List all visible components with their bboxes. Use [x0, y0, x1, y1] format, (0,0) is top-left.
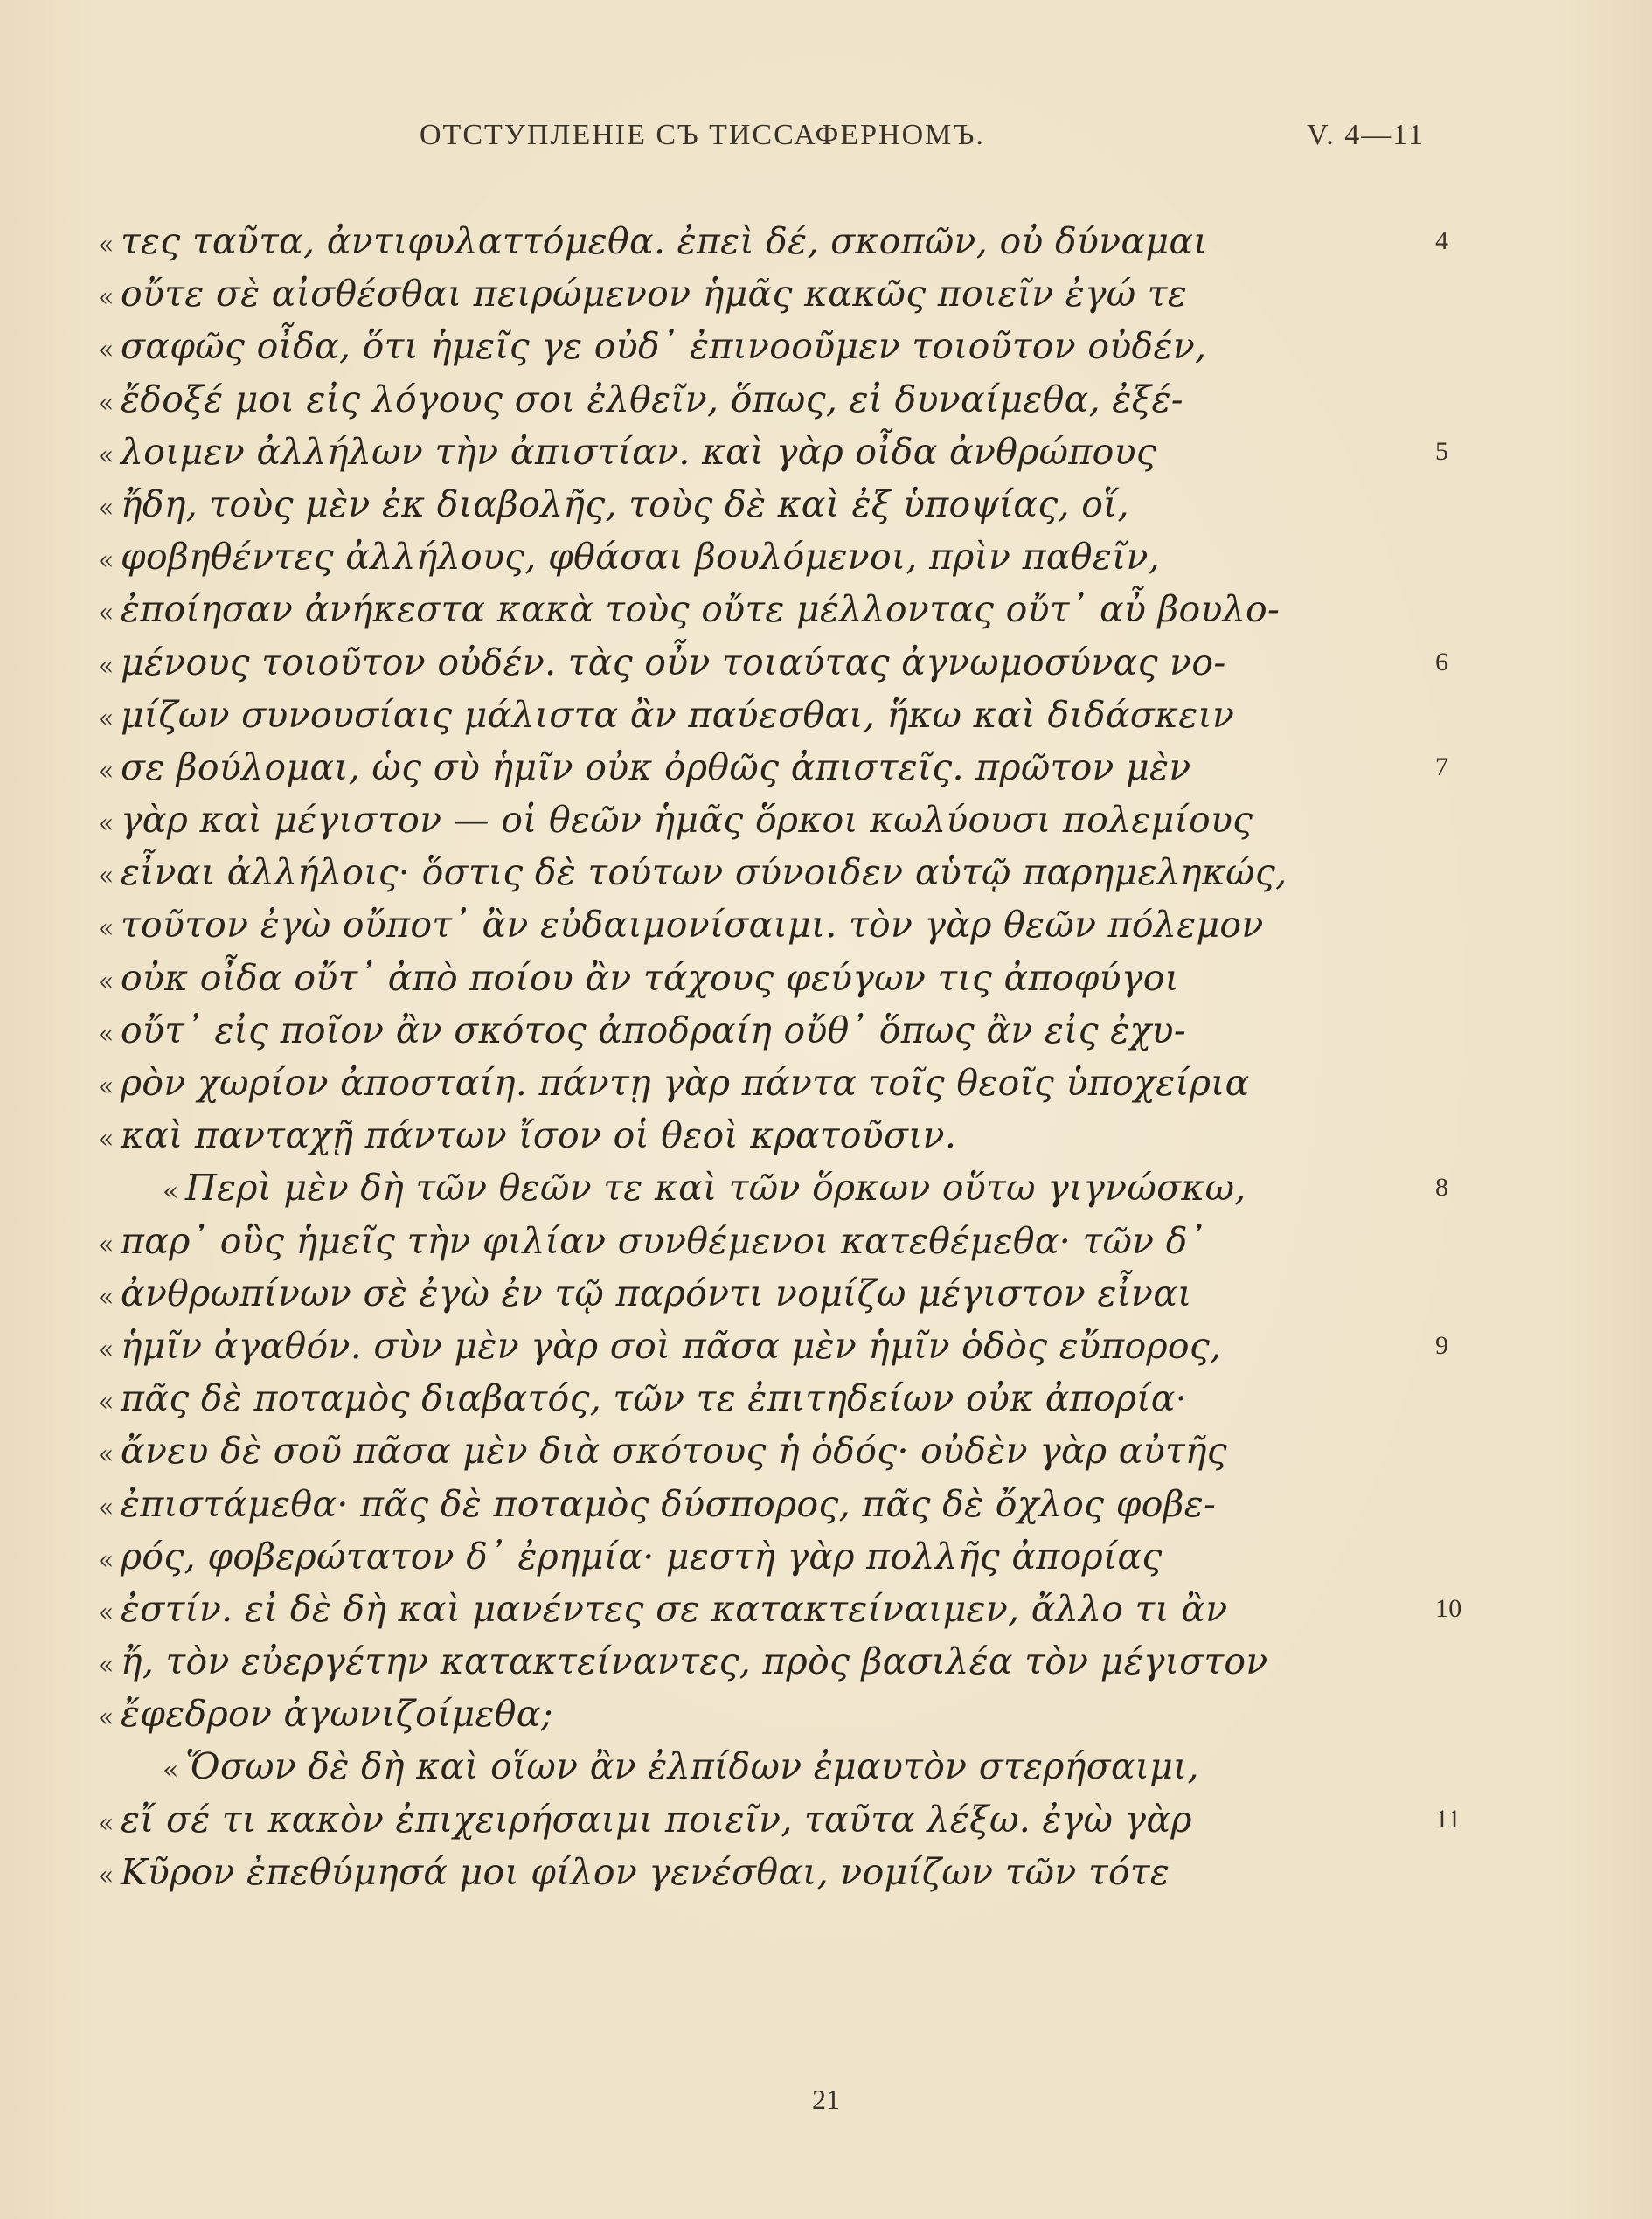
quotation-mark: «: [98, 1650, 115, 1682]
section-number: 6: [1435, 647, 1449, 676]
line-text: ἔφεδρον ἀγωνιζοίμεθα;: [121, 1693, 553, 1736]
text-line: [98, 741, 1461, 794]
quotation-mark: «: [98, 387, 115, 419]
text-line: [98, 215, 1461, 267]
text-line: [98, 1057, 1461, 1109]
text-line: [98, 320, 1461, 372]
section-number: 9: [1435, 1330, 1449, 1360]
text-line: [98, 794, 1461, 846]
quotation-mark: «: [98, 966, 115, 997]
text-line: [98, 1793, 1461, 1846]
section-number: 5: [1435, 436, 1449, 466]
text-line: [98, 1478, 1461, 1530]
text-line: [98, 952, 1461, 1004]
quotation-mark: «: [98, 1124, 115, 1155]
quotation-mark: «: [98, 545, 115, 577]
line-text: πᾶς δὲ ποταμὸς διαβατός, τῶν τε ἐπιτηδείων οὐκ ἀπορία·: [121, 1377, 1188, 1420]
section-number: 10: [1435, 1593, 1462, 1623]
line-text: ἐστίν. εἰ δὲ δὴ καὶ μανέντες σε κατακτείναιμεν, ἄλλο τι ἂν: [121, 1587, 1228, 1630]
quotation-mark: «: [98, 913, 115, 945]
text-line: [98, 530, 1461, 583]
text-line: [98, 898, 1461, 951]
line-text: ἤ, τὸν εὐεργέτην κατακτείναντες, πρὸς βασιλέα τὸν μέγιστον: [121, 1640, 1268, 1683]
text-line: [98, 478, 1461, 530]
quotation-mark: «: [98, 598, 115, 629]
text-line: [98, 1740, 1461, 1793]
line-text: ἀνθρωπίνων σὲ ἐγὼ ἐν τῷ παρόντι νομίζω μέγιστον εἶναι: [121, 1272, 1192, 1314]
running-header: [420, 119, 1425, 161]
text-line: [98, 373, 1461, 426]
line-text: ρὸν χωρίον ἀποσταίη. πάντῃ γὰρ πάντα τοῖς θεοῖς ὑποχείρια: [121, 1062, 1250, 1104]
quotation-mark: «: [98, 335, 115, 366]
line-text: παρ᾽ οὓς ἡμεῖς τὴν φιλίαν συνθέμενοι κατεθέμεθα· τῶν δ᾽: [121, 1219, 1206, 1262]
section-number: 11: [1435, 1804, 1461, 1834]
line-text: ἐποίησαν ἀνήκεστα κακὰ τοὺς οὔτε μέλλοντας οὔτ᾽ αὖ βουλο-: [121, 588, 1281, 631]
quotation-mark: «: [98, 703, 115, 734]
quotation-mark: «: [98, 1439, 115, 1471]
quotation-mark: «: [98, 282, 115, 314]
line-text: ἐπιστάμεθα· πᾶς δὲ ποταμὸς δύσπορος, πᾶς δὲ ὄχλος φοβε-: [121, 1482, 1217, 1525]
text-line: [98, 1635, 1461, 1688]
line-text: σε βούλομαι, ὡς σὺ ἡμῖν οὐκ ὀρθῶς ἀπιστεῖς. πρῶτον μὲν: [121, 745, 1191, 788]
section-number: 4: [1435, 226, 1449, 255]
text-line: [98, 689, 1461, 741]
quotation-mark: «: [98, 650, 115, 682]
line-text: εἶναι ἀλλήλοις· ὅστις δὲ τούτων σύνοιδεν αὑτῷ παρημεληκώς,: [121, 851, 1288, 894]
text-line: [98, 1425, 1461, 1477]
line-text: ἔδοξέ μοι εἰς λόγους σοι ἐλθεῖν, ὅπως, εἰ δυναίμεθα, ἐξέ-: [121, 378, 1183, 420]
quotation-mark: «: [98, 1229, 115, 1260]
text-line: [98, 1583, 1461, 1635]
text-line: [98, 1530, 1461, 1583]
quotation-mark: «: [98, 1071, 115, 1102]
quotation-mark: «: [98, 492, 115, 524]
line-text: σαφῶς οἶδα, ὅτι ἡμεῖς γε οὐδ᾽ ἐπινοοῦμεν τοιοῦτον οὐδέν,: [121, 325, 1207, 368]
quotation-mark: «: [98, 1702, 115, 1734]
line-text: φοβηθέντες ἀλλήλους, φθάσαι βουλόμενοι, πρὶν παθεῖν,: [121, 536, 1161, 579]
line-text: μίζων συνουσίαις μάλιστα ἂν παύεσθαι, ἥκω καὶ διδάσκειν: [121, 693, 1235, 736]
text-line: [98, 1267, 1461, 1320]
line-text: τοῦτον ἐγὼ οὔποτ᾽ ἂν εὐδαιμονίσαιμι. τὸν γὰρ θεῶν πόλεμον: [121, 904, 1264, 947]
text-line: [98, 1846, 1461, 1898]
text-line: [98, 1162, 1461, 1214]
quotation-mark: «: [98, 440, 115, 471]
text-line: [98, 1372, 1461, 1425]
quotation-mark: «: [98, 1387, 115, 1418]
quotation-mark: «: [98, 1018, 115, 1050]
quotation-mark: «: [98, 230, 115, 260]
text-line: [98, 636, 1461, 689]
text-line: [98, 1688, 1461, 1740]
line-text: ρός, φοβερώτατον δ᾽ ἐρημία· μεστὴ γὰρ πολλῆς ἀπορίας: [121, 1535, 1163, 1578]
section-number: 8: [1435, 1173, 1449, 1203]
line-text: ἄνευ δὲ σοῦ πᾶσα μὲν διὰ σκότους ἡ ὁδός· οὐδὲν γὰρ αὐτῆς: [121, 1430, 1228, 1473]
text-line: [98, 426, 1461, 478]
line-text: εἴ σέ τι κακὸν ἐπιχειρήσαιμι ποιεῖν, ταῦτα λέξω. ἐγὼ γὰρ: [121, 1798, 1192, 1841]
quotation-mark: «: [98, 1597, 115, 1628]
text-line: [98, 1320, 1461, 1372]
line-text: καὶ πανταχῇ πάντων ἴσον οἱ θεοὶ κρατοῦσιν.: [121, 1114, 957, 1157]
text-line: [98, 583, 1461, 635]
line-text: Ὅσων δὲ δὴ καὶ οἵων ἂν ἐλπίδων ἐμαυτὸν στερήσαιμι,: [185, 1745, 1199, 1788]
line-text: οὔτ᾽ εἰς ποῖον ἂν σκότος ἀποδραίη οὔθ᾽ ὅπως ἂν εἰς ἐχυ-: [121, 1009, 1186, 1051]
line-text: γὰρ καὶ μέγιστον — οἱ θεῶν ἡμᾶς ὅρκοι κωλύουσι πολεμίους: [121, 799, 1253, 842]
quotation-mark: «: [98, 1860, 115, 1891]
line-text: Κῦρον ἐπεθύμησά μοι φίλον γενέσθαι, νομίζων τῶν τότε: [121, 1850, 1170, 1893]
line-text: Περὶ μὲν δὴ τῶν θεῶν τε καὶ τῶν ὅρκων οὕτω γιγνώσκω,: [185, 1167, 1246, 1210]
quotation-mark: «: [98, 1281, 115, 1313]
line-text: ἤδη, τοὺς μὲν ἐκ διαβολῆς, τοὺς δὲ καὶ ἐξ ὑποψίας, οἵ,: [121, 482, 1129, 525]
quotation-mark: «: [98, 1544, 115, 1576]
quotation-mark: «: [98, 1807, 115, 1839]
line-text: οὐκ οἶδα οὔτ᾽ ἀπὸ ποίου ἂν τάχους φεύγων τις ἀποφύγοι: [121, 956, 1180, 999]
line-text: μένους τοιοῦτον οὐδέν. τὰς οὖν τοιαύτας ἀγνωμοσύνας νο-: [121, 641, 1226, 683]
page-number: 21: [812, 2084, 840, 2115]
text-line: [98, 1215, 1461, 1267]
text-line: [98, 267, 1461, 320]
line-text: ἡμῖν ἀγαθόν. σὺν μὲν γὰρ σοὶ πᾶσα μὲν ἡμῖν ὁδὸς εὔπορος,: [121, 1324, 1222, 1367]
quotation-mark: «: [163, 1176, 179, 1208]
quotation-mark: «: [98, 1492, 115, 1523]
line-text: τες ταῦτα, ἀντιφυλαττόμεθα. ἐπεὶ δέ, σκοπῶν, οὐ δύναμαι: [121, 220, 1208, 262]
text-line: [98, 1004, 1461, 1057]
text-line: [98, 846, 1461, 898]
quotation-mark: «: [98, 1334, 115, 1365]
chapter-reference: V. 4—11: [1307, 119, 1425, 151]
line-text: λοιμεν ἀλλήλων τὴν ἀπιστίαν. καὶ γὰρ οἶδα ἀνθρώπους: [121, 430, 1157, 473]
quotation-mark: «: [98, 755, 115, 787]
greek-text-body: [98, 215, 1461, 1898]
quotation-mark: «: [163, 1755, 179, 1786]
line-text: οὔτε σὲ αἰσθέσθαι πειρώμενον ἡμᾶς κακῶς ποιεῖν ἐγώ τε: [121, 273, 1188, 316]
section-number: 7: [1435, 752, 1449, 781]
text-line: [98, 1109, 1461, 1162]
quotation-mark: «: [98, 861, 115, 892]
quotation-mark: «: [98, 808, 115, 840]
running-title: ОТСТУПЛЕНІЕ СЪ ТИССАФЕРНОМЪ.: [420, 119, 985, 151]
